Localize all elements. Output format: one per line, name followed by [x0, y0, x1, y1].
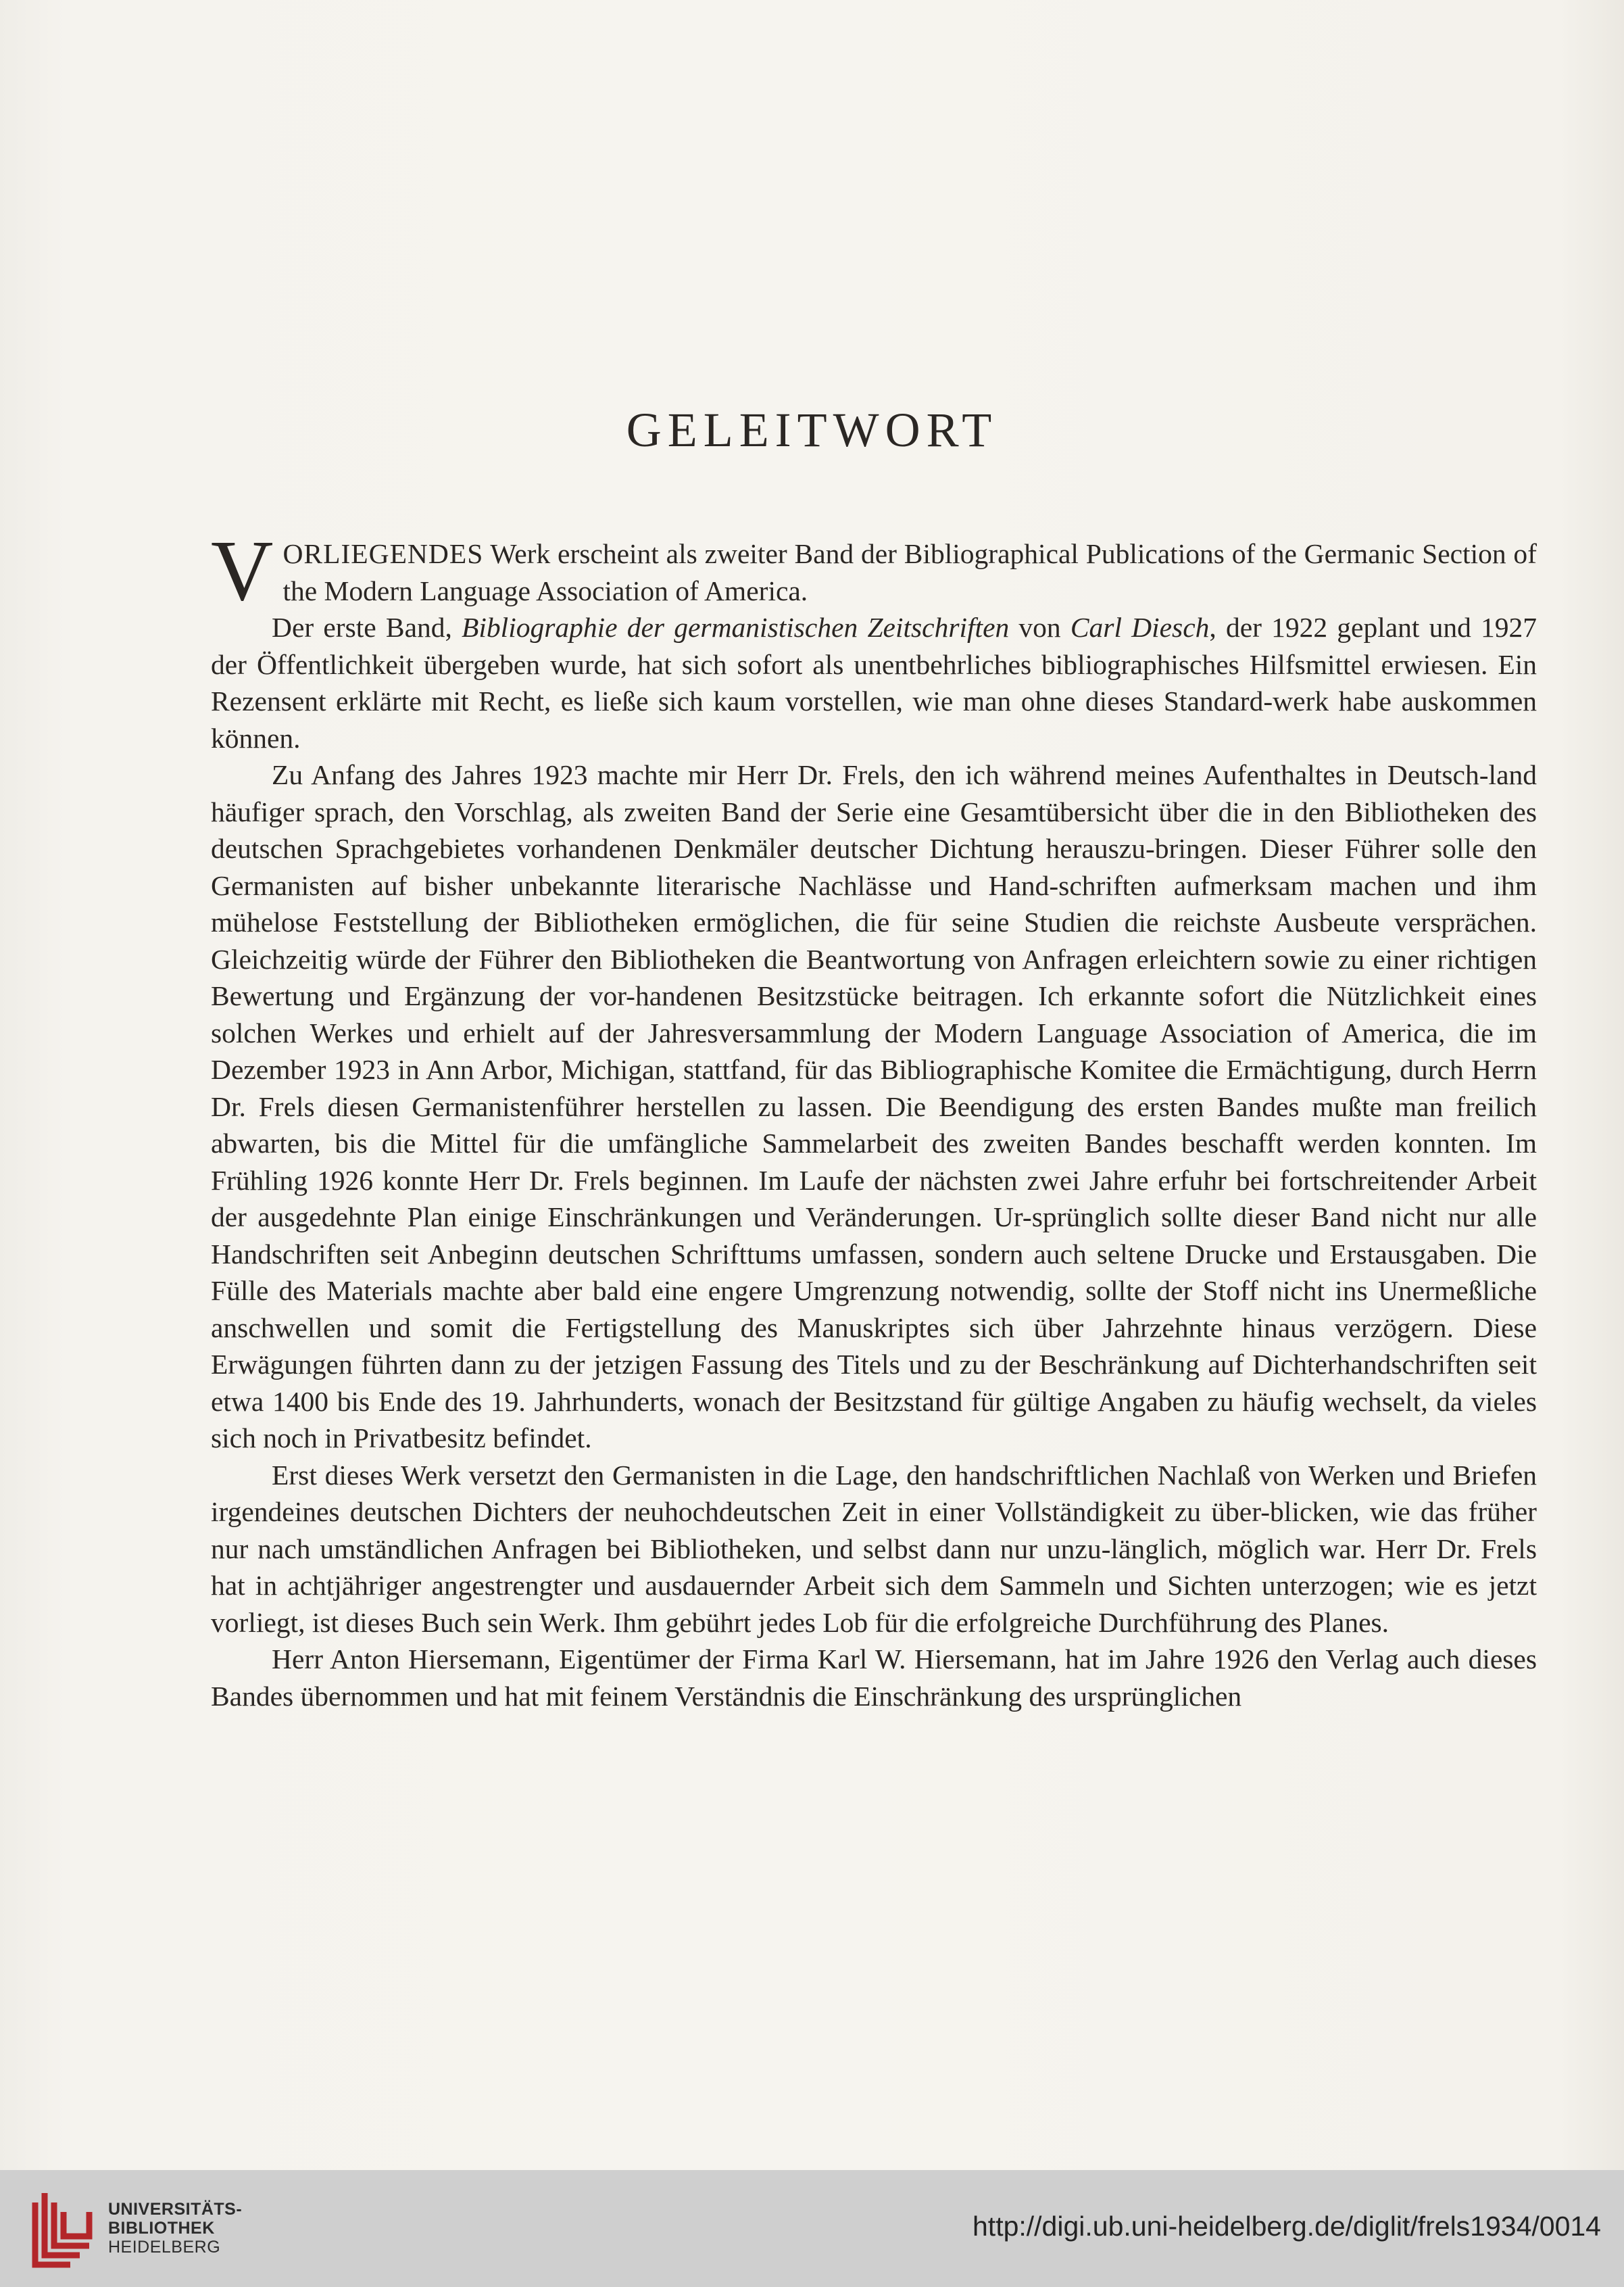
library-name-line-1: UNIVERSITÄTS- — [108, 2200, 243, 2219]
paragraph-4: Erst dieses Werk versetzt den Germanisten in die Lage, den handschriftlichen Nachlaß von Werken und Briefen irgendeines deutschen Dichters der neuhochdeutschen Zeit in einer Vollständigkeit zu über-blicken, wie das früher nur nach umständlichen Anfragen bei Bibliotheken, und selbst dann nur unzu-länglich, möglich war. Herr Dr. Frels hat in achtjähriger angestrengter und ausdauernder Arbeit sich dem Sammeln und Sichten unterzogen; wie es jetzt vorliegt, ist dieses Buch sein Werk. Ihm gebührt jedes Lob für die erfolgreiche Durchführung des Planes. — [211, 1459, 1537, 1638]
paragraph-3: Zu Anfang des Jahres 1923 machte mir Herr Dr. Frels, den ich während meines Aufenthaltes in Deutsch-land häufiger sprach, den Vorschlag, als zweiten Band der Serie eine Gesamtübersicht über die in den Bibliotheken des deutschen Sprachgebietes vorhandenen Denkmäler deutscher Dichtung herauszu-bringen. Dieser Führer solle den Germanisten auf bisher unbekannte literarische Nachlässe und Hand-schriften aufmerksam machen und ihm mühelose Feststellung der Bibliotheken ermöglichen, die für seine Studien die reichste Ausbeute versprächen. Gleichzeitig würde der Führer den Bibliotheken die Beantwortung von Anfragen erleichtern sowie zu einer richtigen Bewertung und Ergänzung der vor-handenen Besitzstücke beitragen. Ich erkannte sofort die Nützlichkeit eines solchen Werkes und erhielt auf der Jahresversammlung der Modern Language Association of America, die im Dezember 1923 in Ann Arbor, Michigan, stattfand, für das Bibliographische Komitee die Ermächtigung, durch Herrn Dr. Frels diesen Germanistenführer herstellen zu lassen. Die Beendigung des ersten Bandes mußte man freilich abwarten, bis die Mittel für die umfängliche Sammelarbeit des zweiten Bandes beschafft werden konnten. Im Frühling 1926 konnte Herr Dr. Frels beginnen. Im Laufe der nächsten zwei Jahre erfuhr bei fortschreitender Arbeit der ausgedehnte Plan einige Einschränkungen und Veränderungen. Ur-sprünglich sollte dieser Band nicht nur alle Handschriften seit Anbeginn deutschen Schrifttums umfassen, sondern auch seltene Drucke und Erstausgaben. Die Fülle des Materials machte aber bald eine engere Umgrenzung notwendig, sollte der Stoff nicht ins Unermeßliche anschwellen und somit die Fertigstellung des Manuskriptes sich über Jahrzehnte hinaus verzögern. Diese Erwägungen führten dann zu der jetzigen Fassung des Titels und zu der Beschränkung auf Dichterhandschriften seit etwa 1400 bis Ende des 19. Jahrhunderts, wonach der Besitzstand für gültige Angaben zu häufig wechselt, da vieles sich noch in Privatbesitz befindet. — [211, 759, 1537, 1453]
paragraph-2-text-c: , der 1922 geplant und 1927 der Öffentlichkeit übergeben wurde, hat sich sofort als unentbehrliches bibliographisches Hilfsmittel erwiesen. Ein Rezensent erklärte mit Recht, es ließe sich kaum vorstellen, wie man ohne dieses Standard-werk habe auskommen können. — [211, 612, 1537, 754]
library-name-line-3: HEIDELBERG — [108, 2238, 221, 2257]
paragraph-2 — [211, 609, 1537, 756]
paragraph-5: Herr Anton Hiersemann, Eigentümer der Firma Karl W. Hiersemann, hat im Jahre 1926 den Verlag auch dieses Bandes übernommen und hat mit feinem Verständnis die Einschränkung des ursprünglichen — [211, 1643, 1537, 1712]
paragraph-1-text: Werk erscheint als zweiter Band der Bibliographical Publications of the Germanic Section of the Modern Language Association of America. — [282, 538, 1537, 606]
footer-bar — [0, 2170, 1624, 2287]
paragraph-1 — [211, 523, 1537, 619]
page-title: GELEITWORT — [626, 403, 998, 457]
opening-caps: ORLIEGENDES — [282, 538, 484, 569]
library-name — [108, 2200, 242, 2257]
body-text — [211, 523, 1537, 1714]
library-logo-icon — [30, 2188, 95, 2270]
drop-cap: V — [211, 523, 274, 619]
library-name-line-2: BIBLIOTHEK — [108, 2219, 215, 2238]
journal-title-italic: Bibliographie der germanistischen Zeitschriften — [462, 612, 1010, 643]
permalink-url[interactable]: http://digi.ub.uni-heidelberg.de/diglit/frels1934/0014 — [973, 2211, 1601, 2242]
paragraph-2-text-b: von — [1009, 612, 1071, 643]
author-name-italic: Carl Diesch — [1070, 612, 1210, 643]
paragraph-2-text-a: Der erste Band, — [272, 612, 462, 643]
